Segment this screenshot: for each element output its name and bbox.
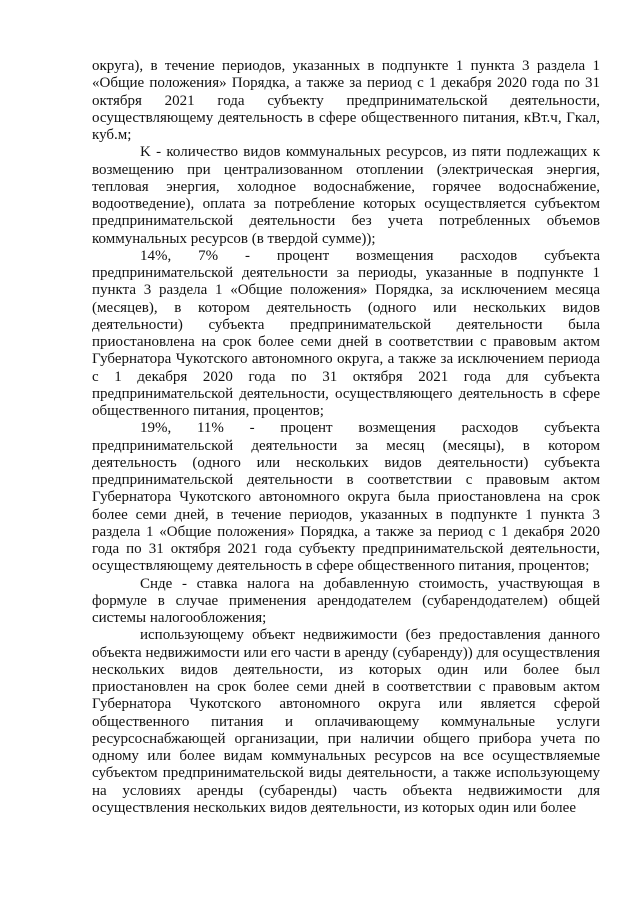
paragraph: 14%, 7% - процент возмещения расходов субъекта предпринимательской деятельности за периоды, указанные в подпункте 1 пункта 3 раздела 1 «Общие положения» Порядка, за исключением месяца (месяцев), в котором деятельность (одного или нескольких видов деятельности) субъекта предпринимательской деятельности была приостановлена на срок более семи дней в соответствии с правовым актом Губернатора Чукотского автономного округа, а также за исключением периода с 1 декабря 2020 года по 31 октября 2021 года для субъекта предпринимательской деятельности, осуществляющего деятельность в сфере общественного питания, процентов;: [92, 247, 600, 419]
paragraph: округа), в течение периодов, указанных в подпункте 1 пункта 3 раздела 1 «Общие положения» Порядка, а также за период с 1 декабря 2020 года по 31 октября 2021 года субъекту предпринимательской деятельности, осуществляющему деятельность в сфере общественного питания, кВт.ч, Гкал, куб.м;: [92, 58, 600, 143]
paragraph: Снде - ставка налога на добавленную стоимость, участвующая в формуле в случае применения арендодателем (субарендодателем) общей системы налогообложения;: [92, 575, 600, 626]
document-body: [92, 58, 600, 817]
paragraph: K - количество видов коммунальных ресурсов, из пяти подлежащих к возмещению при централизованном отоплении (электрическая энергия, тепловая энергия, холодное водоснабжение, горячее водоснабжение, водоотведение), оплата за потребление которых осуществляется субъектом предпринимательской деятельности без учета потребленных объемов коммунальных ресурсов (в твердой сумме));: [92, 144, 600, 247]
paragraph: 19%, 11% - процент возмещения расходов субъекта предпринимательской деятельности за месяц (месяцы), в котором деятельность (одного или нескольких видов деятельности) субъекта предпринимательской деятельности в соответствии с правовым актом Губернатора Чукотского автономного округа была приостановлена на срок более семи дней, в течение периодов, указанных в подпункте 1 пункта 3 раздела 1 «Общие положения» Порядка, а также за период с 1 декабря 2020 года по 31 октября 2021 года субъекту предпринимательской деятельности, осуществляющему деятельность в сфере общественного питания, процентов;: [92, 420, 600, 575]
paragraph: использующему объект недвижимости (без предоставления данного объекта недвижимости или его части в аренду (субаренду)) для осуществления нескольких видов деятельности, из которых один или более был приостановлен на срок более семи дней в соответствии с правовым актом Губернатора Чукотского автономного округа или является сферой общественного питания и оплачивающему коммунальные услуги ресурсоснабжающей организации, при наличии общего прибора учета по одному или более видам коммунальных ресурсов на все осуществляемые субъектом предпринимательской виды деятельности, а также использующему на условиях аренды (субаренды) часть объекта недвижимости для осуществления нескольких видов деятельности, из которых один или более: [92, 627, 600, 816]
